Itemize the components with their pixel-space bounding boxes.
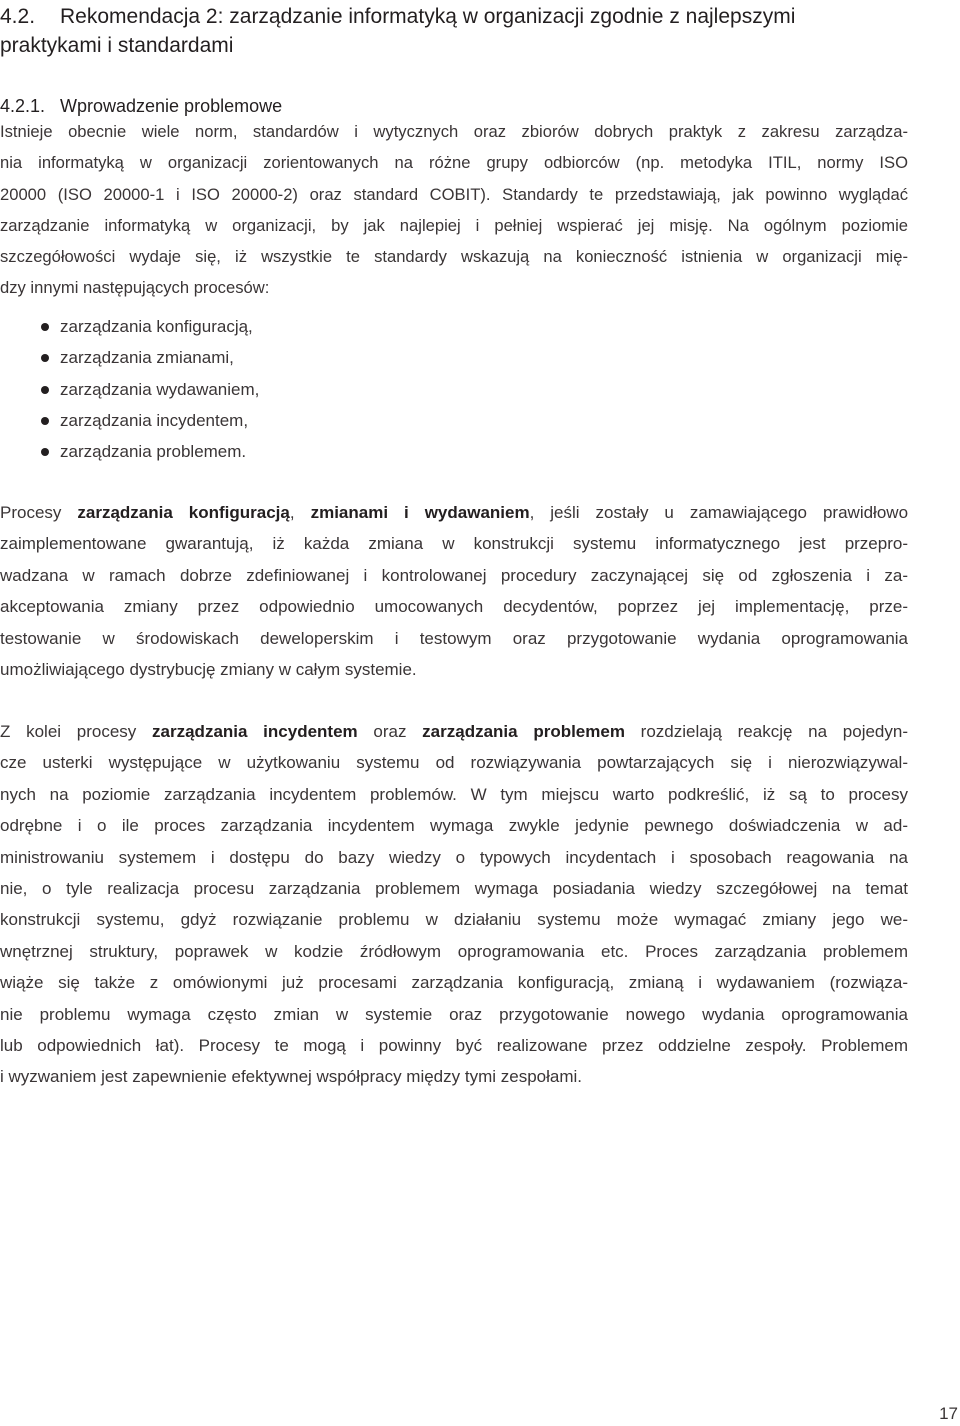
- paragraph-line: zarządzanie informatyką w organizacji, by jak najlepiej i pełniej wspierać jej misję. Na ogólnym poziomie: [0, 215, 908, 235]
- configuration-change-release-paragraph: [0, 497, 908, 685]
- subsection-heading: [0, 94, 900, 118]
- paragraph-line: umożliwiającego dystrybucję zmiany w całym systemie.: [0, 660, 417, 680]
- process-list: [40, 311, 259, 467]
- paragraph-line: [0, 716, 908, 747]
- paragraph-line: lub odpowiednich łat). Procesy te mogą i powinny być realizowane przez oddzielne zespoły. Problemem: [0, 1036, 908, 1056]
- section-heading: [0, 2, 900, 60]
- list-item: [40, 342, 259, 373]
- text-run: Procesy: [0, 503, 78, 522]
- text-run: ,: [289, 503, 311, 522]
- paragraph-line: [0, 497, 908, 528]
- bullet-icon: [41, 386, 49, 394]
- bullet-icon: [41, 417, 49, 425]
- text-run: Z kolei procesy: [0, 722, 153, 741]
- paragraph-line: wiąże się także z omówionymi już procesami zarządzania konfiguracją, zmianą i wydawaniem (rozwiąza-: [0, 973, 908, 993]
- intro-paragraph: [0, 116, 908, 304]
- bold-term: zarządzania problemem: [422, 722, 625, 741]
- section-title-line2: praktykami i standardami: [0, 34, 234, 57]
- list-item: [40, 311, 259, 342]
- paragraph-line: Istnieje obecnie wiele norm, standardów i wytycznych oraz zbiorów dobrych praktyk z zakresu zarządza-: [0, 122, 908, 141]
- subsection-title: Wprowadzenie problemowe: [60, 96, 283, 116]
- bullet-icon: [41, 448, 49, 456]
- list-item-text: zarządzania problemem.: [60, 442, 247, 462]
- list-item-text: zarządzania incydentem,: [60, 410, 249, 430]
- paragraph-line: testowanie w środowiskach deweloperskim i testowym oraz przygotowanie wydania oprogramowania: [0, 628, 908, 648]
- text-run: , jeśli zostały u zamawiającego prawidłowo: [529, 503, 909, 522]
- section-number: 4.2.: [0, 5, 36, 28]
- list-item-text: zarządzania konfiguracją,: [60, 317, 253, 336]
- section-title-line1: Rekomendacja 2: zarządzanie informatyką w organizacji zgodnie z najlepszymi: [60, 5, 796, 28]
- incident-problem-paragraph: [0, 716, 908, 1093]
- text-run: oraz: [357, 722, 423, 741]
- bullet-icon: [41, 323, 49, 331]
- paragraph-line: odrębne i o ile proces zarządzania incydentem wymaga zwykle jedynie pewnego doświadczenia w ad-: [0, 816, 908, 836]
- list-item: [40, 374, 259, 405]
- bold-term: zarządzania incydentem: [152, 722, 358, 741]
- paragraph-line: nie, o tyle realizacja procesu zarządzania problemem wymaga posiadania wiedzy szczegółowej na temat: [0, 879, 908, 899]
- paragraph-line: nia informatyką w organizacji zorientowanych na różne grupy odbiorców (np. metodyka ITIL, normy ISO: [0, 153, 908, 173]
- paragraph-line: wnętrznej struktury, poprawek w kodzie źródłowym oprogramowania etc. Proces zarządzania problemem: [0, 941, 908, 961]
- paragraph-line: akceptowania zmiany przez odpowiednio umocowanych decydentów, poprzez jej implementację, prze-: [0, 597, 908, 617]
- bold-term: zarządzania konfiguracją: [77, 503, 290, 522]
- list-item: [40, 405, 259, 436]
- paragraph-line: wadzana w ramach dobrze zdefiniowanej i kontrolowanej procedury zaczynającej się od zgłoszenia i za-: [0, 565, 908, 585]
- bold-term: zmianami i wydawaniem: [310, 503, 530, 522]
- paragraph-line: nych na poziomie zarządzania incydentem problemów. W tym miejscu warto podkreślić, iż są to procesy: [0, 784, 908, 804]
- text-run: rozdzielają reakcję na pojedyn-: [624, 722, 909, 741]
- paragraph-line: dzy innymi następujących procesów:: [0, 278, 270, 298]
- bullet-icon: [41, 354, 49, 362]
- list-item-text: zarządzania zmianami,: [60, 348, 234, 368]
- paragraph-line: nie problemu wymaga często zmian w systemie oraz przygotowanie nowego wydania oprogramowania: [0, 1004, 908, 1024]
- paragraph-line: ministrowaniu systemem i dostępu do bazy wiedzy o typowych incydentach i sposobach reagowania na: [0, 847, 908, 867]
- paragraph-line: szczegółowości wydaje się, iż wszystkie te standardy wskazują na konieczność istnienia w organizacji mię-: [0, 247, 908, 267]
- subsection-number: 4.2.1.: [0, 96, 46, 116]
- paragraph-line: i wyzwaniem jest zapewnienie efektywnej współpracy między tymi zespołami.: [0, 1067, 583, 1087]
- paragraph-line: konstrukcji systemu, gdyż rozwiązanie problemu w działaniu systemu może wymagać zmiany jego we-: [0, 910, 908, 930]
- paragraph-line: cze usterki występujące w użytkowaniu systemu od rozwiązywania powtarzających się i nierozwiązywal-: [0, 753, 908, 773]
- page-number: 17: [939, 1404, 958, 1423]
- list-item-text: zarządzania wydawaniem,: [60, 379, 260, 399]
- paragraph-line: zaimplementowane gwarantują, iż każda zmiana w konstrukcji systemu informatycznego jest przepro-: [0, 534, 908, 554]
- list-item: [40, 436, 259, 467]
- paragraph-line: 20000 (ISO 20000-1 i ISO 20000-2) oraz standard COBIT). Standardy te przedstawiają, jak powinno wyglądać: [0, 184, 908, 204]
